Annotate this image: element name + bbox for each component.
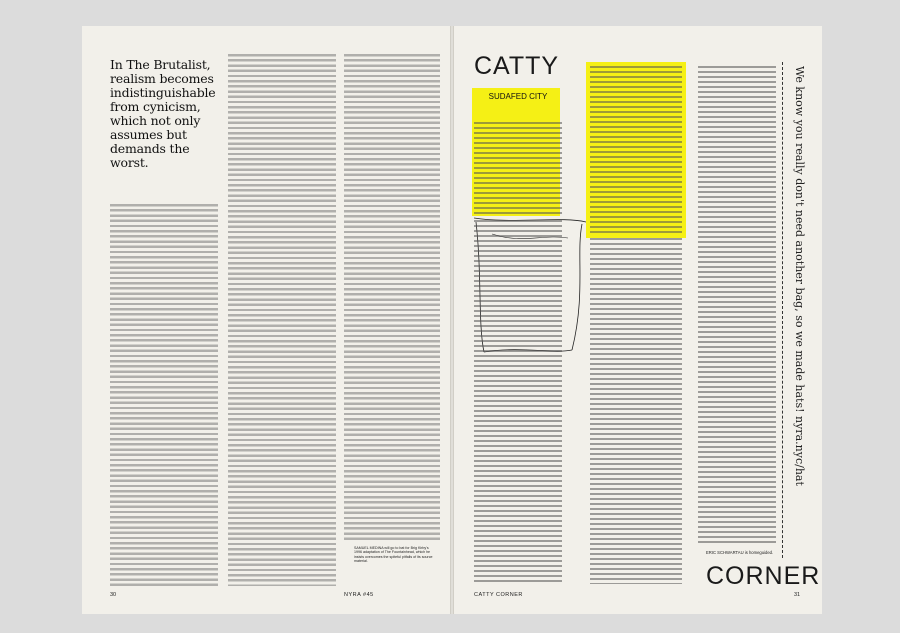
left-page xyxy=(82,26,450,614)
magazine-spread xyxy=(82,26,822,614)
article-column-1b xyxy=(474,220,562,584)
folio-number: 30 xyxy=(110,592,117,598)
article-column-3 xyxy=(698,66,776,546)
article-column-2b xyxy=(590,238,682,584)
dashed-rule xyxy=(782,62,783,558)
pull-quote: In The Brutalist, realism becomes indistinguishable from cynicism, which not only assumes but demands the worst. xyxy=(110,57,216,170)
article-column-1a xyxy=(474,122,562,216)
section-title-top: CATTY xyxy=(474,52,560,80)
author-byline: ERIC SCHWARTAU is homeguided. xyxy=(706,550,774,555)
right-page xyxy=(454,26,822,614)
photo-caption: SAMUEL MEDINA will go to bat for Brig Kirby's 1996 adaptation of The Fountainhead, which he insists overcomes the spiteful pitfalls of its source material. xyxy=(354,546,433,564)
folio-number-right: 31 xyxy=(794,592,801,598)
article-column-2a xyxy=(590,66,682,236)
body-column-1 xyxy=(110,204,218,586)
folio-magazine: NYRA #45 xyxy=(344,592,374,598)
folio-section-label: CATTY CORNER xyxy=(474,592,523,598)
section-title-bottom: CORNER xyxy=(706,562,821,590)
body-column-3 xyxy=(344,54,440,540)
body-column-2 xyxy=(228,54,336,586)
vertical-promo-text: We know you really don't need another bag, so we made hats! nyra.nyc/hat xyxy=(793,66,806,486)
article-headline: SUDAFED CITY xyxy=(488,92,548,101)
